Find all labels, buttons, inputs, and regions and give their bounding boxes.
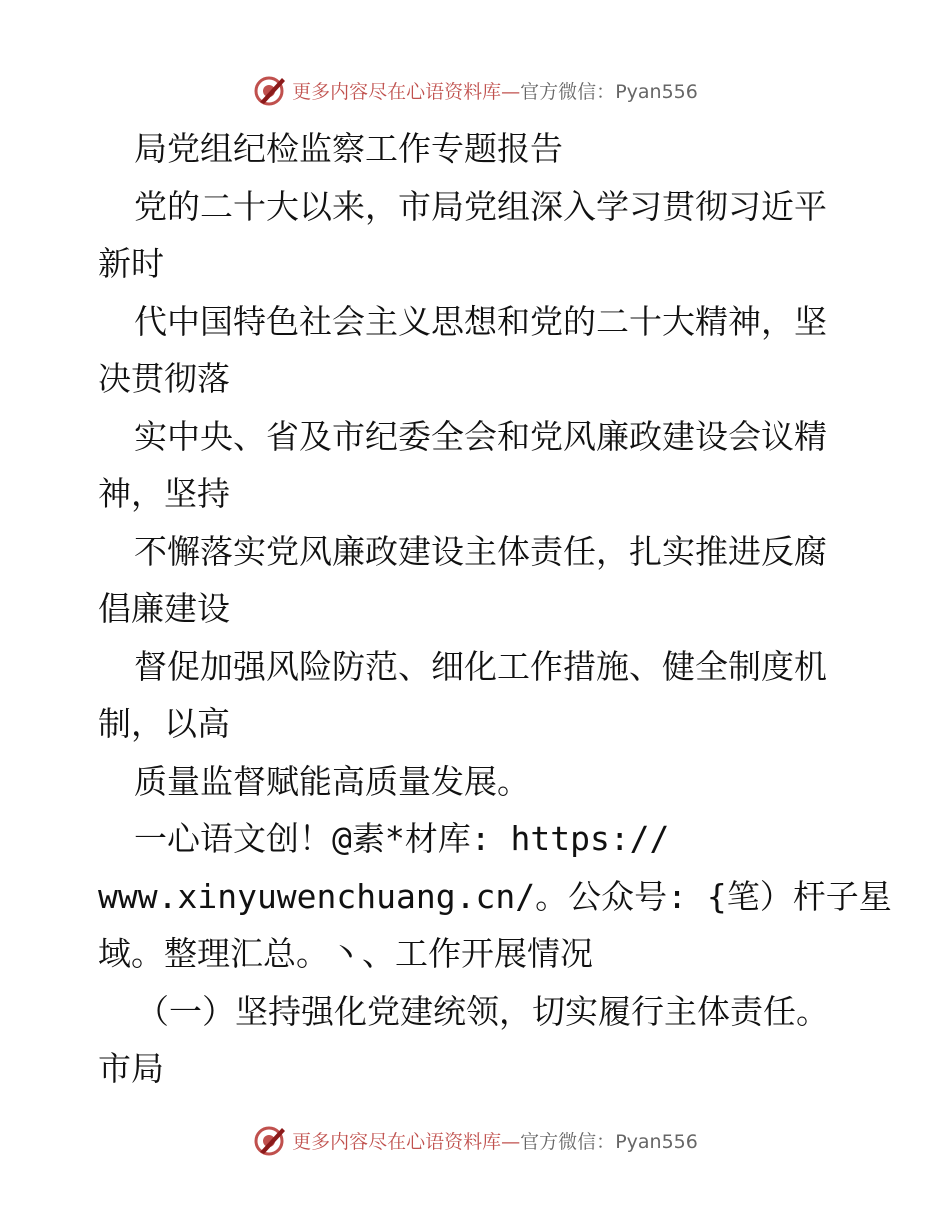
document-body — [98, 120, 892, 1098]
doc-line: 一心语文创！@素*材库: https:// — [134, 819, 670, 858]
doc-title: 局党组纪检监察工作专题报告 — [134, 129, 563, 168]
doc-line: 不懈落实党风廉政建设主体责任，扎实推进反腐 — [134, 531, 827, 571]
doc-line: 实中央、省及市纪委全会和党风廉政建设会议精 — [134, 416, 827, 456]
doc-line: 神，坚持 — [98, 474, 230, 513]
banner-text: 更多内容尽在心语资料库—官方微信：Pyan556 — [292, 1130, 698, 1153]
doc-line: 督促加强风险防范、细化工作措施、健全制度机 — [134, 646, 827, 686]
banner-text: 更多内容尽在心语资料库—官方微信：Pyan556 — [292, 80, 698, 103]
doc-line: 决贯彻落 — [98, 359, 230, 398]
doc-line: 倡廉建设 — [98, 589, 230, 628]
header-banner — [0, 70, 950, 110]
doc-line: （一）坚持强化党建统领，切实履行主体责任。 — [136, 991, 829, 1031]
doc-line: 市局 — [98, 1049, 164, 1088]
doc-line: 质量监督赋能高质量发展。 — [134, 761, 530, 801]
doc-line: 制，以高 — [98, 704, 230, 743]
doc-line: 党的二十大以来，市局党组深入学习贯彻习近平 — [134, 186, 827, 226]
doc-line: www.xinyuwenchuang.cn/。公众号: {笔）杆子星 — [98, 876, 892, 916]
doc-line: 代中国特色社会主义思想和党的二十大精神，坚 — [134, 301, 827, 341]
doc-line: 域。整理汇总。丶、工作开展情况 — [98, 934, 593, 973]
footer-banner — [0, 1120, 950, 1160]
doc-line: 新时 — [98, 244, 164, 283]
quill-logo-icon — [252, 72, 288, 108]
quill-logo-icon — [252, 1122, 288, 1158]
